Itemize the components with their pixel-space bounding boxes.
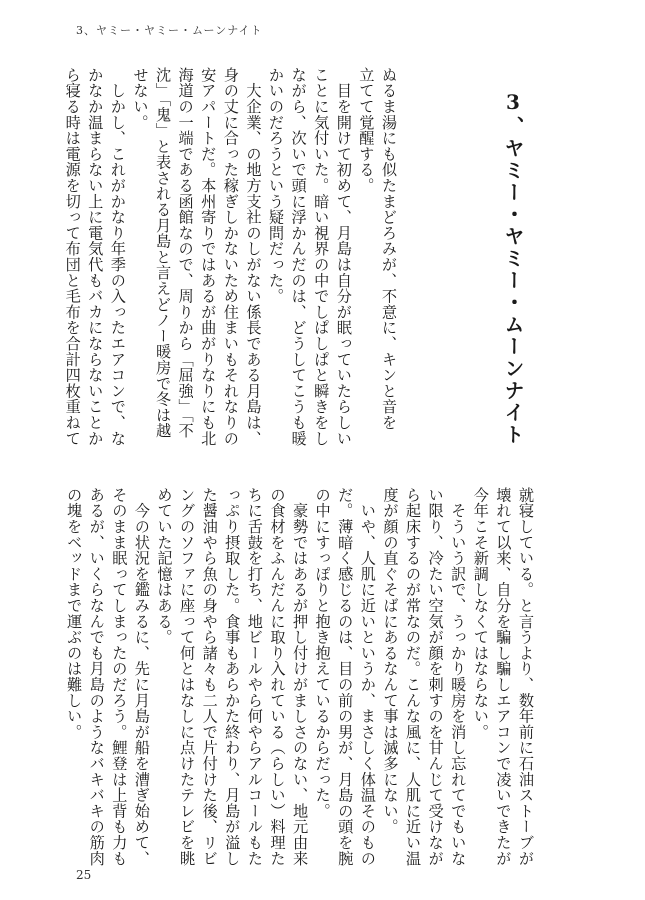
text-line: っぷり摂取した。食事もあらかた終わり、月島が溢し <box>223 487 242 867</box>
text-line: 今年こそ新調しなくてはならない。 <box>471 487 490 740</box>
text-line: めていた記憶はある。 <box>155 487 174 645</box>
chapter-title: 3、ヤミー・ヤミー・ムーンナイト <box>501 90 525 446</box>
body-text-lower <box>63 487 537 877</box>
text-line: た醤油やら魚の身やら諸々も二人で片付けた後、リビ <box>200 487 219 867</box>
page-number: 25 <box>76 868 92 882</box>
text-line: 安アパートだ。本州寄りではあるが曲がりなりにも北 <box>199 67 218 447</box>
text-line: かなか温まらない上に電気代もバカにならないことか <box>86 67 105 447</box>
text-line: 今の状況を鑑みるに、先に月島が船を漕ぎ始めて、 <box>132 487 151 867</box>
body-text-upper <box>61 67 400 447</box>
text-line: 壊れて以来、自分を騙し騙しエアコンで凌いできたが <box>494 487 513 867</box>
text-line: せない。 <box>131 67 150 131</box>
running-header: 3、ヤミー・ヤミー・ムーンナイト <box>76 24 263 37</box>
text-line: の食材をふんだんに取り入れている（らしい）料理た <box>268 487 287 867</box>
text-line: あるが、いくらなんでも月島のようなバキバキの筋肉 <box>87 487 106 867</box>
text-line: ながら、次いで頭に浮かんだのは、どうしてこうも暖 <box>289 67 308 447</box>
text-line: 沈」「鬼」と表される月島と言えどノー暖房で冬は越 <box>154 67 173 439</box>
text-line: しかし、これがかなり年季の入ったエアコンで、な <box>108 67 127 447</box>
text-line: ら寝る時は電源を切って布団と毛布を合計四枚重ねて <box>63 67 82 447</box>
text-line: そのまま眠ってしまったのだろう。鯉登は上背も力も <box>110 487 129 867</box>
text-line: ングのソファに座って何とはなしに点けたテレビを眺 <box>178 487 197 867</box>
text-line: 大企業、の地方支社のしがない係長である月島は、 <box>244 67 263 447</box>
text-line: ぬるま湯にも似たまどろみが、不意に、キンと音を <box>380 67 398 431</box>
text-line: 度が顔の直ぐそばにあるなんて事は滅多にない。 <box>381 487 400 835</box>
text-line: 身の丈に合った稼ぎしかないため住まいもそれなりの <box>221 67 240 447</box>
text-line: ちに舌鼓を打ち、地ビールやら何やらアルコールもた <box>245 487 264 867</box>
text-line: ら起床するのが常なのだ。こんな風に、人肌に近い温 <box>404 487 423 867</box>
text-line: の中にすっぽりと抱き抱えているからだった。 <box>313 487 332 819</box>
text-line: だ。薄暗く感じるのは、目の前の男が、月島の頭を腕 <box>336 487 355 867</box>
text-line: ことに気付いた。暗い視界の中でしぱしぱと瞬きをし <box>312 67 331 447</box>
text-line: 目を開けて初めて、月島は自分が眠っていたらしい <box>334 67 353 447</box>
text-line: 立てて覚醒する。 <box>357 67 376 194</box>
text-line: 就寝している。と言うより、数年前に石油ストーブが <box>517 487 535 867</box>
text-line: の塊をベッドまで運ぶのは難しい。 <box>65 487 84 740</box>
text-line: い限り、冷たい空気が顔を刺すのを甘んじて受けなが <box>426 487 445 867</box>
text-line: 豪勢ではあるが押し付けがましさのない、地元由来 <box>291 487 310 867</box>
text-line: 海道の一端である函館なので、周りから「屈強」「不 <box>176 67 195 439</box>
text-line: かいのだろうという疑問だった。 <box>267 67 286 304</box>
text-line: いや、人肌に近いというか、まさしく体温そのもの <box>358 487 377 867</box>
text-line: そういう訳で、うっかり暖房を消し忘れてでもいな <box>449 487 468 867</box>
